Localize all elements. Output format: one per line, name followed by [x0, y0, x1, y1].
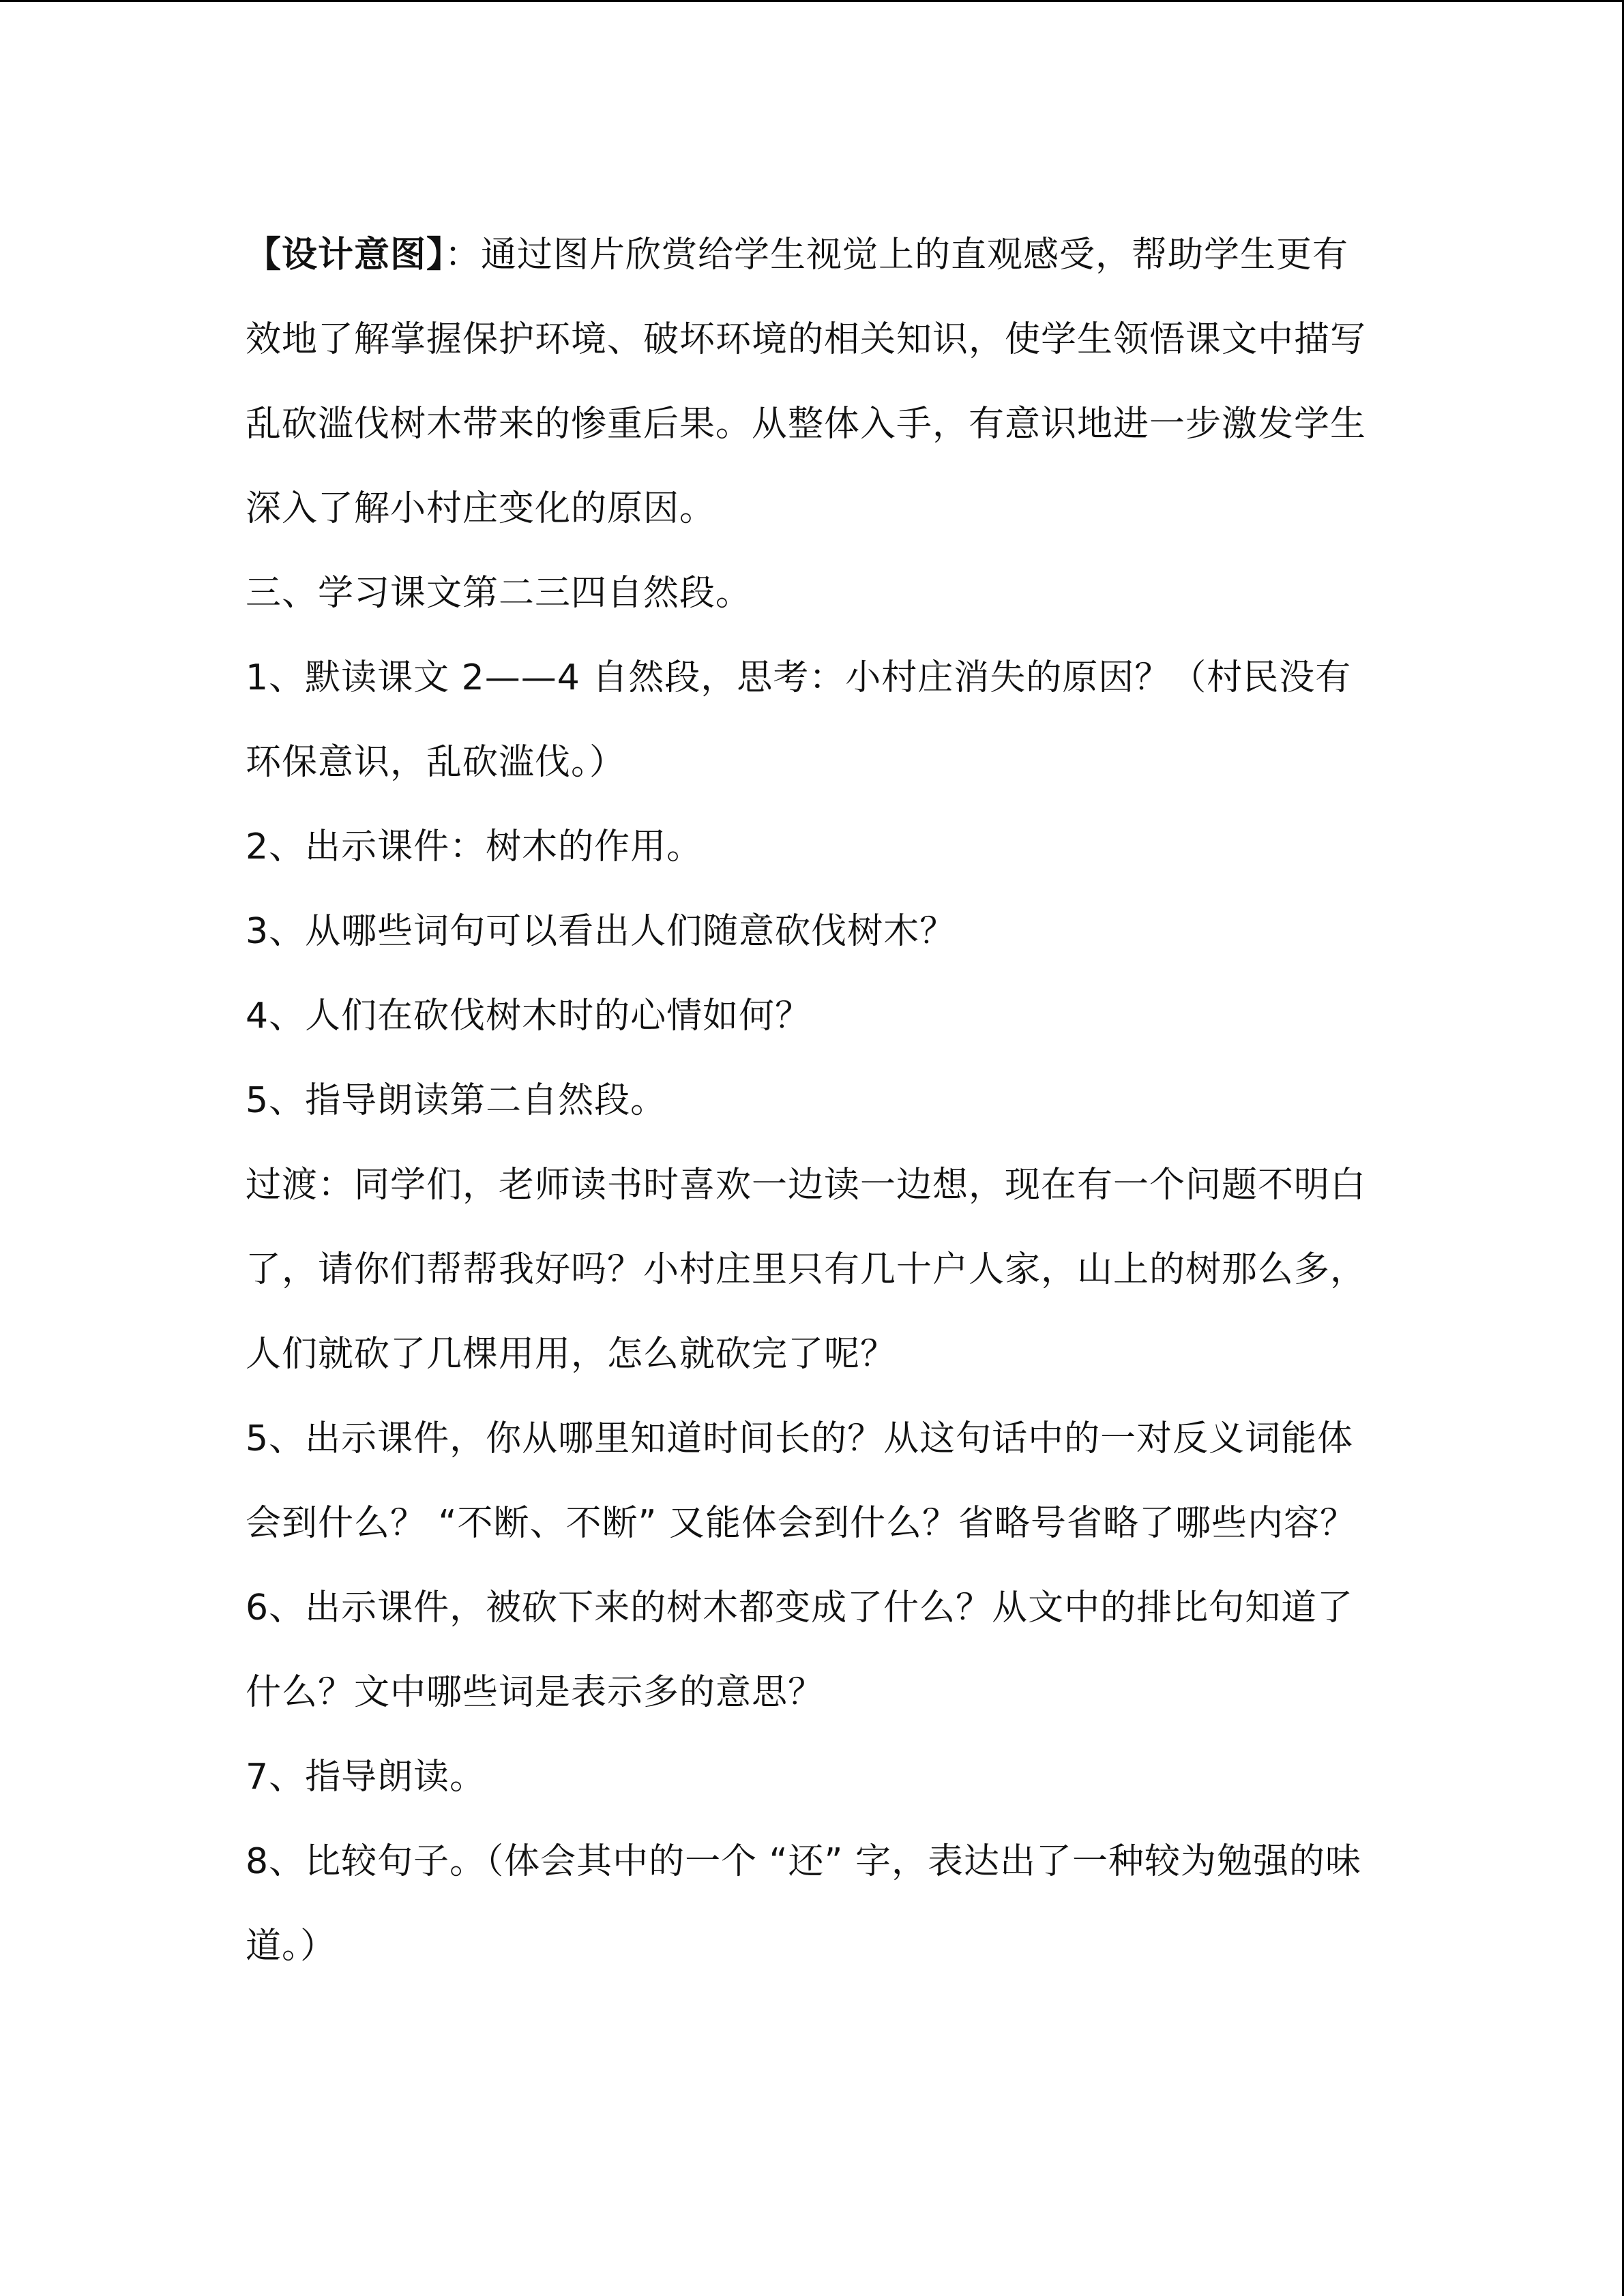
document-body	[246, 213, 1378, 1988]
step-4-paragraph: 4、人们在砍伐树木时的心情如何？	[246, 996, 812, 1037]
design-intent-paragraph	[246, 213, 1378, 551]
transition-paragraph: 过渡：同学们，老师读书时喜欢一边读一边想，现在有一个问题不明白了，请你们帮帮我好吗？小村庄里只有几十户人家，山上的树那么多，人们就砍了几棵用用，怎么就砍完了呢？	[246, 1165, 1367, 1375]
step-6-paragraph: 6、出示课件，被砍下来的树木都变成了什么？从文中的排比句知道了什么？文中哪些词是表示多的意思？	[246, 1587, 1354, 1713]
step-8-paragraph: 8、比较句子。（体会其中的一个 “还” 字，表达出了一种较为勉强的味道。）	[246, 1841, 1362, 1967]
section-heading: 三、学习课文第二三四自然段。	[246, 573, 752, 614]
step-2-paragraph: 2、出示课件：树木的作用。	[246, 826, 703, 867]
step-3-paragraph: 3、从哪些词句可以看出人们随意砍伐树木？	[246, 911, 956, 952]
design-intent-text: ：通过图片欣赏给学生视觉上的直观感受，帮助学生更有效地了解掌握保护环境、破坏环境的相关知识，使学生领悟课文中描写乱砍滥伐树木带来的惨重后果。从整体入手，有意识地进一步激发学生深入了解小村庄变化的原因。	[246, 235, 1367, 529]
design-intent-label: 【设计意图】	[246, 235, 445, 275]
step-5b-paragraph: 5、出示课件，你从哪里知道时间长的？从这句话中的一对反义词能体会到什么？ “不断、不断” 又能体会到什么？省略号省略了哪些内容？	[246, 1418, 1356, 1544]
step-1-paragraph: 1、默读课文 2——4 自然段，思考：小村庄消失的原因？（村民没有环保意识，乱砍滥伐。）	[246, 657, 1352, 783]
step-7-paragraph: 7、指导朗读。	[246, 1757, 486, 1798]
page-top-border	[0, 0, 1624, 2]
step-5-paragraph: 5、指导朗读第二自然段。	[246, 1080, 667, 1121]
